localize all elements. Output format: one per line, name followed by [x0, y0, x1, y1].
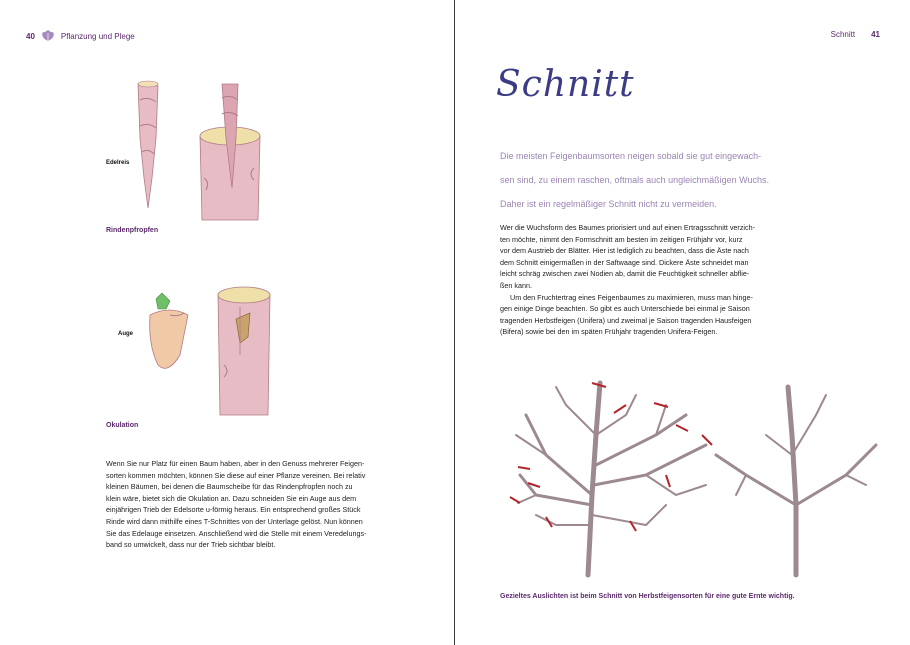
figure-caption: Gezieltes Auslichten ist beim Schnitt von Herbstfeigensorten für eine gute Ernte wichtig. — [500, 593, 795, 600]
text-line: Um den Fruchtertrag eines Feigenbaumes zu maximieren, muss man hinge- — [510, 292, 753, 302]
okulation-illustration — [140, 285, 290, 415]
text-line: ßen kann. — [500, 280, 532, 290]
rindenpfropfen-illustration — [118, 78, 278, 228]
lead-paragraph — [500, 140, 850, 221]
text-line: sorten kommen möchten, können Sie diese auf einer Pflanze vereinen. Bei relativ — [106, 470, 366, 480]
text-line: Wenn Sie nur Platz für einen Baum haben, aber in den Genuss mehrerer Feigen- — [106, 459, 365, 468]
text-line: gen einige Dinge beachten. So gibt es auch Unterschiede bei einmal je Saison — [500, 304, 750, 314]
text-line: vor dem Austrieb der Blätter. Hier ist lediglich zu beachten, dass die Äste nach — [500, 246, 749, 256]
text-line: band so umwickelt, dass nur der Trieb sichtbar bleibt. — [106, 540, 276, 550]
text-line: Rinde wird dann mithilfe eines T-Schnittes von der Unterlage gelöst. Nun können — [106, 516, 363, 526]
text-line: (Bifera) sowie bei den im späten Frühjahr tragenden Unifera-Feigen. — [500, 327, 718, 337]
fig-leaf-icon — [41, 30, 55, 42]
text-line: Daher ist ein regelmäßiger Schnitt nicht zu vermeiden. — [500, 199, 717, 209]
right-page-number: 41 — [871, 30, 880, 39]
pruned-tree — [516, 383, 706, 575]
text-line: klein wäre, bietet sich die Okulation an. Dazu schneiden Sie ein Auge aus dem — [106, 493, 357, 503]
section-title: Schnitt — [496, 64, 635, 105]
caption-rindenpfropfen: Rindenpfropfen — [106, 227, 159, 234]
left-page-header — [26, 30, 135, 42]
shaped-tree — [716, 387, 876, 575]
text-line: kleinen Bäumen, bei denen die Baumscheibe für das Rindenpfropfen noch zu — [106, 482, 353, 492]
text-line: ten möchte, nimmt den Formschnitt am besten im zeitigen Frühjahr vor, kurz — [500, 234, 743, 244]
left-page — [0, 0, 454, 645]
label-auge: Auge — [118, 331, 133, 337]
label-edelreis: Edelreis — [106, 160, 130, 166]
fig-tree-pruning-illustration — [506, 375, 886, 585]
right-body-text — [500, 222, 850, 338]
left-body-text — [106, 458, 426, 551]
left-page-header-title: Pflanzung und Plege — [60, 31, 135, 41]
text-line: Wer die Wuchsform des Baumes priorisiert und auf einen Ertragsschnitt verzich- — [500, 223, 755, 232]
caption-okulation: Okulation — [106, 422, 139, 429]
text-line: dem Schnitt einigermaßen in der Saftwaage sind. Dickere Äste schneidet man — [500, 257, 749, 267]
right-page-header-title: Schnitt — [830, 30, 856, 39]
right-page-header — [831, 30, 880, 39]
text-line: tragenden Herbstfeigen (Unifera) und zweimal je Saison tragenden Hausfeigen — [500, 315, 752, 325]
text-line: sen sind, zu einem raschen, oftmals auch ungleichmäßigen Wuchs. — [500, 175, 769, 185]
text-line: Sie das Edelauge einsetzen. Anschließend wird die Stelle mit einem Veredelungs- — [106, 528, 367, 538]
left-page-number: 40 — [26, 31, 35, 41]
right-page — [456, 0, 910, 645]
page-gutter — [454, 0, 455, 645]
text-line: einjährigen Trieb der Edelsorte u-förmig heraus. Ein entsprechend großes Stück — [106, 505, 361, 515]
text-line: leicht schräg zwischen zwei Nodien ab, damit die Feuchtigkeit schneller abflie- — [500, 269, 750, 279]
text-line: Die meisten Feigenbaumsorten neigen sobald sie gut eingewach- — [500, 151, 762, 161]
